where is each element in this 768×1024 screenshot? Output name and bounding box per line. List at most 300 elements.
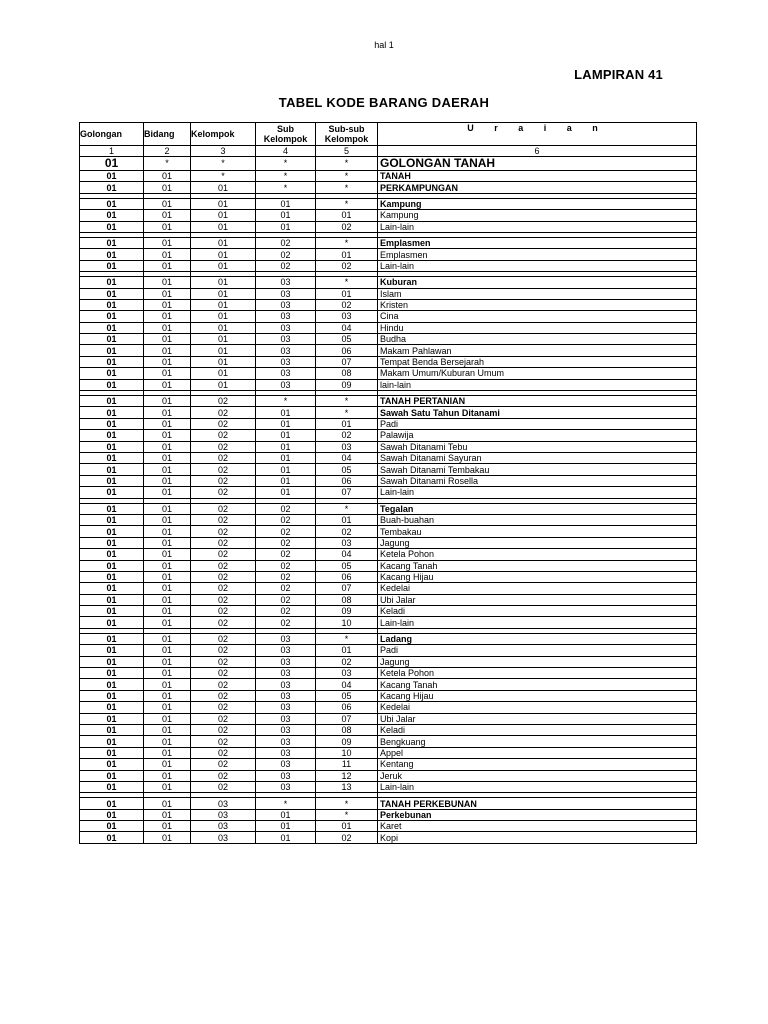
cell-bidang: 01 [144, 759, 191, 770]
cell-sub-kelompok: 02 [256, 617, 316, 628]
cell-kelompok: 02 [191, 702, 256, 713]
cell-uraian: Kedelai [378, 702, 697, 713]
column-number: 6 [378, 146, 697, 157]
table-row [80, 747, 697, 758]
cell-sub-kelompok: * [256, 182, 316, 193]
cell-subsub-kelompok: * [316, 171, 378, 182]
cell-golongan: 01 [80, 356, 144, 367]
cell-bidang: 01 [144, 514, 191, 525]
cell-sub-kelompok: 03 [256, 713, 316, 724]
cell-uraian: Ubi Jalar [378, 713, 697, 724]
cell-kelompok: 01 [191, 198, 256, 209]
cell-kelompok: 02 [191, 441, 256, 452]
cell-uraian: Kampung [378, 210, 697, 221]
cell-kelompok: 02 [191, 549, 256, 560]
cell-bidang: 01 [144, 798, 191, 809]
cell-golongan: 01 [80, 299, 144, 310]
table-body [80, 157, 697, 844]
cell-golongan: 01 [80, 736, 144, 747]
cell-uraian: GOLONGAN TANAH [378, 157, 697, 171]
cell-sub-kelompok: 01 [256, 452, 316, 463]
cell-kelompok: 01 [191, 277, 256, 288]
table-row [80, 549, 697, 560]
cell-golongan: 01 [80, 345, 144, 356]
cell-golongan: 01 [80, 560, 144, 571]
cell-uraian: Kacang Tanah [378, 560, 697, 571]
cell-kelompok: 02 [191, 690, 256, 701]
cell-bidang: 01 [144, 249, 191, 260]
cell-kelompok: 02 [191, 736, 256, 747]
cell-bidang: 01 [144, 452, 191, 463]
cell-kelompok: 01 [191, 260, 256, 271]
cell-golongan: 01 [80, 656, 144, 667]
cell-kelompok: 01 [191, 322, 256, 333]
cell-uraian: Sawah Ditanami Tebu [378, 441, 697, 452]
table-row [80, 260, 697, 271]
cell-uraian: PERKAMPUNGAN [378, 182, 697, 193]
cell-bidang: 01 [144, 396, 191, 407]
table-row [80, 277, 697, 288]
cell-sub-kelompok: 03 [256, 368, 316, 379]
cell-subsub-kelompok: * [316, 157, 378, 171]
page-number: hal 1 [374, 40, 394, 50]
cell-uraian: Lain-lain [378, 487, 697, 498]
cell-uraian: Perkebunan [378, 809, 697, 820]
cell-kelompok: 02 [191, 464, 256, 475]
table-row [80, 537, 697, 548]
cell-golongan: 01 [80, 430, 144, 441]
cell-kelompok: 02 [191, 617, 256, 628]
cell-bidang: 01 [144, 668, 191, 679]
cell-uraian: Kacang Tanah [378, 679, 697, 690]
cell-kelompok: 02 [191, 633, 256, 644]
table-row [80, 770, 697, 781]
cell-golongan: 01 [80, 809, 144, 820]
cell-kelompok: 02 [191, 713, 256, 724]
cell-kelompok: 02 [191, 594, 256, 605]
cell-bidang: 01 [144, 221, 191, 232]
header-kelompok: Kelompok [191, 123, 256, 146]
cell-kelompok: 01 [191, 334, 256, 345]
cell-uraian: Jeruk [378, 770, 697, 781]
cell-kelompok: 02 [191, 724, 256, 735]
cell-sub-kelompok: 03 [256, 747, 316, 758]
cell-golongan: 01 [80, 537, 144, 548]
cell-uraian: Emplasmen [378, 249, 697, 260]
cell-subsub-kelompok: 02 [316, 221, 378, 232]
cell-golongan: 01 [80, 210, 144, 221]
table-row [80, 311, 697, 322]
cell-subsub-kelompok: 01 [316, 418, 378, 429]
cell-subsub-kelompok: * [316, 237, 378, 248]
cell-kelompok: 01 [191, 345, 256, 356]
cell-sub-kelompok: 01 [256, 430, 316, 441]
table-row [80, 821, 697, 832]
cell-bidang: 01 [144, 645, 191, 656]
cell-subsub-kelompok: 02 [316, 260, 378, 271]
cell-kelompok: 02 [191, 668, 256, 679]
cell-subsub-kelompok: 13 [316, 781, 378, 792]
cell-bidang: 01 [144, 656, 191, 667]
table-row [80, 560, 697, 571]
cell-bidang: 01 [144, 633, 191, 644]
cell-uraian: Appel [378, 747, 697, 758]
table-row [80, 249, 697, 260]
cell-golongan: 01 [80, 464, 144, 475]
cell-kelompok: 02 [191, 759, 256, 770]
cell-golongan: 01 [80, 594, 144, 605]
cell-subsub-kelompok: 11 [316, 759, 378, 770]
cell-bidang: 01 [144, 690, 191, 701]
cell-kelompok: 02 [191, 418, 256, 429]
cell-sub-kelompok: 03 [256, 736, 316, 747]
cell-subsub-kelompok: 08 [316, 594, 378, 605]
cell-golongan: 01 [80, 690, 144, 701]
cell-kelompok: 01 [191, 368, 256, 379]
cell-subsub-kelompok: 09 [316, 736, 378, 747]
cell-bidang: 01 [144, 549, 191, 560]
table-row [80, 210, 697, 221]
table-row [80, 656, 697, 667]
cell-subsub-kelompok: 02 [316, 299, 378, 310]
cell-kelompok: 02 [191, 656, 256, 667]
cell-golongan: 01 [80, 514, 144, 525]
cell-uraian: Kacang Hijau [378, 690, 697, 701]
cell-golongan: 01 [80, 770, 144, 781]
cell-sub-kelompok: 01 [256, 487, 316, 498]
cell-sub-kelompok: 03 [256, 690, 316, 701]
cell-subsub-kelompok: 09 [316, 379, 378, 390]
cell-bidang: 01 [144, 368, 191, 379]
table-row [80, 724, 697, 735]
cell-kelompok: 01 [191, 237, 256, 248]
table-row [80, 633, 697, 644]
cell-kelompok: 01 [191, 356, 256, 367]
cell-uraian: Karet [378, 821, 697, 832]
cell-subsub-kelompok: * [316, 633, 378, 644]
cell-sub-kelompok: 01 [256, 407, 316, 418]
cell-golongan: 01 [80, 759, 144, 770]
cell-subsub-kelompok: 04 [316, 679, 378, 690]
cell-sub-kelompok: 02 [256, 237, 316, 248]
column-number-row [80, 146, 697, 157]
cell-uraian: Jagung [378, 656, 697, 667]
table-row [80, 345, 697, 356]
cell-bidang: 01 [144, 747, 191, 758]
cell-sub-kelompok: * [256, 798, 316, 809]
cell-golongan: 01 [80, 368, 144, 379]
cell-subsub-kelompok: * [316, 798, 378, 809]
table-row [80, 759, 697, 770]
cell-bidang: 01 [144, 379, 191, 390]
cell-kelompok: 02 [191, 396, 256, 407]
cell-uraian: Ketela Pohon [378, 668, 697, 679]
cell-golongan: 01 [80, 781, 144, 792]
cell-uraian: Kacang Hijau [378, 571, 697, 582]
cell-golongan: 01 [80, 322, 144, 333]
cell-kelompok: 02 [191, 503, 256, 514]
cell-subsub-kelompok: * [316, 503, 378, 514]
cell-bidang: 01 [144, 182, 191, 193]
cell-golongan: 01 [80, 606, 144, 617]
cell-sub-kelompok: * [256, 157, 316, 171]
cell-golongan: 01 [80, 249, 144, 260]
cell-sub-kelompok: 03 [256, 781, 316, 792]
cell-uraian: Budha [378, 334, 697, 345]
cell-kelompok: 02 [191, 781, 256, 792]
header-uraian: U r a i a n [378, 123, 697, 146]
cell-uraian: Kristen [378, 299, 697, 310]
cell-uraian: Islam [378, 288, 697, 299]
cell-subsub-kelompok: 02 [316, 656, 378, 667]
cell-uraian: Sawah Ditanami Rosella [378, 475, 697, 486]
cell-sub-kelompok: 02 [256, 514, 316, 525]
table-row [80, 571, 697, 582]
cell-sub-kelompok: 03 [256, 277, 316, 288]
cell-kelompok: 02 [191, 407, 256, 418]
cell-sub-kelompok: 03 [256, 679, 316, 690]
cell-bidang: * [144, 157, 191, 171]
table-row [80, 396, 697, 407]
cell-subsub-kelompok: * [316, 809, 378, 820]
table-header-row [80, 123, 697, 146]
cell-kelompok: 02 [191, 770, 256, 781]
cell-kelompok: 01 [191, 299, 256, 310]
cell-subsub-kelompok: 05 [316, 690, 378, 701]
cell-sub-kelompok: 03 [256, 299, 316, 310]
cell-uraian: TANAH [378, 171, 697, 182]
cell-bidang: 01 [144, 171, 191, 182]
cell-sub-kelompok: 03 [256, 311, 316, 322]
cell-bidang: 01 [144, 430, 191, 441]
cell-uraian: Tembakau [378, 526, 697, 537]
cell-subsub-kelompok: 06 [316, 345, 378, 356]
header-subsub-kelompok-line1: Sub-sub [328, 124, 365, 134]
cell-bidang: 01 [144, 299, 191, 310]
cell-golongan: 01 [80, 452, 144, 463]
table-row [80, 182, 697, 193]
cell-bidang: 01 [144, 198, 191, 209]
cell-bidang: 01 [144, 583, 191, 594]
cell-kelompok: 03 [191, 798, 256, 809]
cell-bidang: 01 [144, 311, 191, 322]
table-row [80, 198, 697, 209]
table-row [80, 475, 697, 486]
cell-subsub-kelompok: 03 [316, 311, 378, 322]
cell-uraian: TANAH PERKEBUNAN [378, 798, 697, 809]
cell-golongan: 01 [80, 702, 144, 713]
cell-uraian: Buah-buahan [378, 514, 697, 525]
cell-kelompok: 02 [191, 606, 256, 617]
table-row [80, 832, 697, 843]
cell-golongan: 01 [80, 475, 144, 486]
cell-kelompok: 01 [191, 182, 256, 193]
cell-sub-kelompok: 03 [256, 702, 316, 713]
cell-sub-kelompok: 02 [256, 583, 316, 594]
cell-golongan: 01 [80, 407, 144, 418]
lampiran-label: LAMPIRAN 41 [574, 67, 663, 82]
cell-sub-kelompok: 03 [256, 724, 316, 735]
table-row [80, 322, 697, 333]
cell-kelompok: 02 [191, 583, 256, 594]
cell-uraian: Padi [378, 418, 697, 429]
cell-subsub-kelompok: 08 [316, 368, 378, 379]
cell-sub-kelompok: 01 [256, 441, 316, 452]
cell-uraian: Sawah Satu Tahun Ditanami [378, 407, 697, 418]
cell-uraian: Sawah Ditanami Tembakau [378, 464, 697, 475]
cell-bidang: 01 [144, 288, 191, 299]
cell-subsub-kelompok: 02 [316, 430, 378, 441]
cell-uraian: Keladi [378, 606, 697, 617]
cell-bidang: 01 [144, 724, 191, 735]
cell-subsub-kelompok: 10 [316, 747, 378, 758]
table-row [80, 690, 697, 701]
cell-sub-kelompok: 01 [256, 221, 316, 232]
cell-uraian: Lain-lain [378, 781, 697, 792]
cell-subsub-kelompok: * [316, 396, 378, 407]
cell-golongan: 01 [80, 526, 144, 537]
cell-bidang: 01 [144, 537, 191, 548]
cell-subsub-kelompok: 03 [316, 668, 378, 679]
cell-subsub-kelompok: 04 [316, 549, 378, 560]
cell-sub-kelompok: 02 [256, 503, 316, 514]
cell-kelompok: 02 [191, 514, 256, 525]
table-row [80, 617, 697, 628]
table-row [80, 487, 697, 498]
cell-golongan: 01 [80, 645, 144, 656]
cell-sub-kelompok: * [256, 171, 316, 182]
cell-subsub-kelompok: * [316, 182, 378, 193]
table-row [80, 583, 697, 594]
cell-golongan: 01 [80, 237, 144, 248]
header-subsub-kelompok-line2: Kelompok [324, 134, 369, 144]
cell-uraian: Palawija [378, 430, 697, 441]
cell-uraian: Emplasmen [378, 237, 697, 248]
table-row [80, 464, 697, 475]
cell-uraian: TANAH PERTANIAN [378, 396, 697, 407]
table-row [80, 288, 697, 299]
cell-sub-kelompok: 03 [256, 356, 316, 367]
cell-bidang: 01 [144, 322, 191, 333]
cell-subsub-kelompok: 06 [316, 475, 378, 486]
cell-bidang: 01 [144, 736, 191, 747]
cell-sub-kelompok: 02 [256, 526, 316, 537]
cell-sub-kelompok: 02 [256, 560, 316, 571]
cell-bidang: 01 [144, 526, 191, 537]
cell-bidang: 01 [144, 237, 191, 248]
cell-sub-kelompok: 01 [256, 832, 316, 843]
cell-subsub-kelompok: 01 [316, 821, 378, 832]
table-row [80, 645, 697, 656]
cell-uraian: lain-lain [378, 379, 697, 390]
cell-kelompok: 01 [191, 221, 256, 232]
cell-kelompok: 01 [191, 249, 256, 260]
cell-uraian: Jagung [378, 537, 697, 548]
cell-golongan: 01 [80, 798, 144, 809]
cell-uraian: Lain-lain [378, 221, 697, 232]
cell-sub-kelompok: 02 [256, 260, 316, 271]
cell-bidang: 01 [144, 407, 191, 418]
cell-bidang: 01 [144, 464, 191, 475]
cell-bidang: 01 [144, 713, 191, 724]
cell-kelompok: 02 [191, 526, 256, 537]
cell-golongan: 01 [80, 668, 144, 679]
cell-bidang: 01 [144, 345, 191, 356]
table-row [80, 798, 697, 809]
table-row [80, 379, 697, 390]
cell-bidang: 01 [144, 503, 191, 514]
cell-uraian: Kampung [378, 198, 697, 209]
cell-kelompok: 01 [191, 288, 256, 299]
cell-sub-kelompok: 02 [256, 606, 316, 617]
cell-uraian: Ubi Jalar [378, 594, 697, 605]
cell-sub-kelompok: 03 [256, 668, 316, 679]
cell-subsub-kelompok: 01 [316, 514, 378, 525]
cell-uraian: Tegalan [378, 503, 697, 514]
cell-bidang: 01 [144, 679, 191, 690]
cell-uraian: Cina [378, 311, 697, 322]
cell-kelompok: * [191, 157, 256, 171]
cell-kelompok: 02 [191, 679, 256, 690]
cell-kelompok: 02 [191, 487, 256, 498]
cell-subsub-kelompok: 07 [316, 713, 378, 724]
cell-subsub-kelompok: 01 [316, 645, 378, 656]
table-row [80, 407, 697, 418]
cell-sub-kelompok: 01 [256, 198, 316, 209]
header-sub-kelompok [256, 123, 316, 146]
table-row [80, 736, 697, 747]
cell-subsub-kelompok: * [316, 277, 378, 288]
column-number: 1 [80, 146, 144, 157]
header-golongan: Golongan [80, 123, 144, 146]
cell-uraian: Ketela Pohon [378, 549, 697, 560]
cell-golongan: 01 [80, 260, 144, 271]
cell-bidang: 01 [144, 260, 191, 271]
cell-bidang: 01 [144, 594, 191, 605]
column-number: 2 [144, 146, 191, 157]
cell-bidang: 01 [144, 606, 191, 617]
cell-subsub-kelompok: 04 [316, 322, 378, 333]
cell-sub-kelompok: 03 [256, 379, 316, 390]
cell-kelompok: * [191, 171, 256, 182]
cell-kelompok: 03 [191, 809, 256, 820]
cell-kelompok: 01 [191, 379, 256, 390]
cell-golongan: 01 [80, 379, 144, 390]
cell-sub-kelompok: 03 [256, 770, 316, 781]
cell-sub-kelompok: 03 [256, 656, 316, 667]
table-row [80, 157, 697, 171]
table-row [80, 594, 697, 605]
table-row [80, 418, 697, 429]
cell-golongan: 01 [80, 503, 144, 514]
column-number: 3 [191, 146, 256, 157]
cell-kelompok: 02 [191, 747, 256, 758]
cell-uraian: Sawah Ditanami Sayuran [378, 452, 697, 463]
cell-subsub-kelompok: 12 [316, 770, 378, 781]
cell-subsub-kelompok: 05 [316, 334, 378, 345]
cell-golongan: 01 [80, 221, 144, 232]
cell-golongan: 01 [80, 487, 144, 498]
header-subsub-kelompok [316, 123, 378, 146]
cell-subsub-kelompok: 01 [316, 210, 378, 221]
table-row [80, 441, 697, 452]
table-row [80, 299, 697, 310]
table-row [80, 171, 697, 182]
cell-sub-kelompok: * [256, 396, 316, 407]
cell-golongan: 01 [80, 171, 144, 182]
cell-bidang: 01 [144, 210, 191, 221]
table-row [80, 606, 697, 617]
